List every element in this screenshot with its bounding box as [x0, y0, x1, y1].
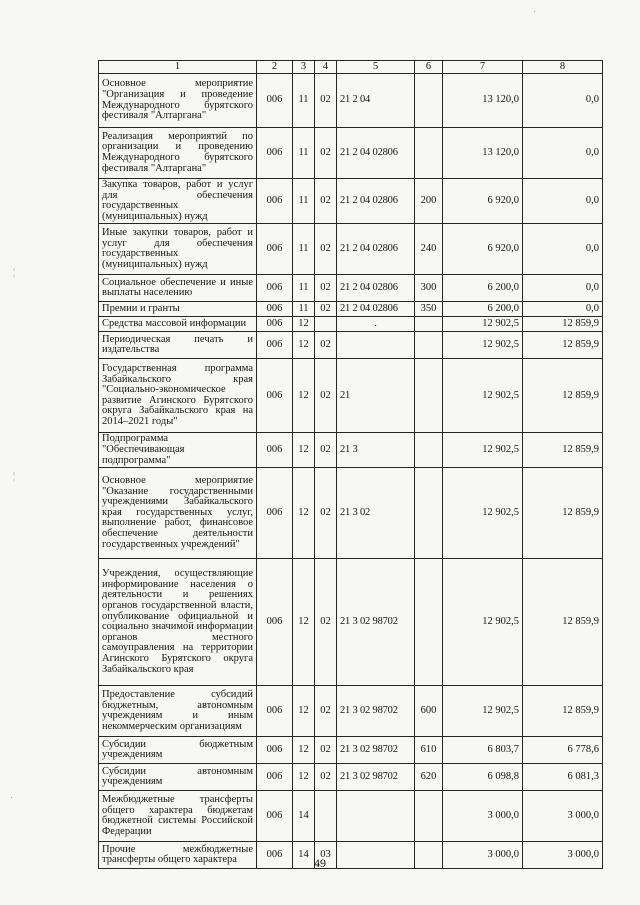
item-name: Средства массовой информации — [99, 317, 257, 332]
column-header: 7 — [443, 61, 523, 74]
expense-type-code: 300 — [415, 275, 443, 302]
section-code: 11 — [293, 74, 315, 128]
amount-col7: 6 098,8 — [443, 764, 523, 791]
subsection-code: 02 — [315, 737, 337, 764]
section-code: 11 — [293, 224, 315, 275]
ministry-code: 006 — [257, 74, 293, 128]
table-row — [99, 179, 603, 224]
target-article-code: 21 3 02 98702 — [337, 559, 415, 686]
subsection-code: 02 — [315, 433, 337, 468]
item-name: Учреждения, осуществляющие информирование населения о деятельности и решениях органов государственной власти, опубликование официальной и социально значимой информации органов местного самоуправления на территории Агинского Бурятского округа Забайкальского края — [99, 559, 257, 686]
amount-col7: 6 803,7 — [443, 737, 523, 764]
amount-col7: 3 000,0 — [443, 842, 523, 869]
ministry-code: 006 — [257, 764, 293, 791]
item-name: Межбюджетные трансферты общего характера бюджетам бюджетной системы Российской Федерации — [99, 791, 257, 842]
stray-mark: . — [374, 318, 377, 330]
section-code: 14 — [293, 791, 315, 842]
target-article-code — [337, 791, 415, 842]
scan-speck: · — [10, 793, 14, 804]
item-name: Периодическая печать и издательства — [99, 332, 257, 359]
amount-col7: 3 000,0 — [443, 791, 523, 842]
target-article-code: 21 2 04 02806 — [337, 179, 415, 224]
amount-col7: 13 120,0 — [443, 74, 523, 128]
ministry-code: 006 — [257, 737, 293, 764]
expense-type-code: 350 — [415, 302, 443, 317]
section-code: 12 — [293, 737, 315, 764]
table-row — [99, 128, 603, 179]
scan-speck: · — [533, 7, 537, 18]
subsection-code: 02 — [315, 764, 337, 791]
table-row — [99, 317, 603, 332]
table-row — [99, 686, 603, 737]
table-row — [99, 559, 603, 686]
item-name: Субсидии бюджетным учреждениям — [99, 737, 257, 764]
expense-type-code — [415, 332, 443, 359]
expense-type-code — [415, 128, 443, 179]
amount-col7: 12 902,5 — [443, 332, 523, 359]
amount-col8: 12 859,9 — [523, 317, 603, 332]
amount-col8: 3 000,0 — [523, 791, 603, 842]
amount-col7: 6 920,0 — [443, 179, 523, 224]
target-article-code: 21 3 02 98702 — [337, 686, 415, 737]
amount-col8: 0,0 — [523, 302, 603, 317]
amount-col8: 6 081,3 — [523, 764, 603, 791]
subsection-code: 02 — [315, 559, 337, 686]
target-article-code: 21 2 04 02806 — [337, 224, 415, 275]
ministry-code: 006 — [257, 179, 293, 224]
item-name: Основное мероприятие "Оказание государственными учреждениями Забайкальского края государственных услуг, выполнение работ, финансовое обеспечение деятельности государственных учреждений" — [99, 468, 257, 559]
expense-type-code — [415, 317, 443, 332]
ministry-code: 006 — [257, 559, 293, 686]
table-row — [99, 737, 603, 764]
expense-type-code: 600 — [415, 686, 443, 737]
ministry-code: 006 — [257, 842, 293, 869]
subsection-code: 02 — [315, 332, 337, 359]
ministry-code: 006 — [257, 686, 293, 737]
amount-col8: 0,0 — [523, 224, 603, 275]
ministry-code: 006 — [257, 224, 293, 275]
amount-col7: 13 120,0 — [443, 128, 523, 179]
table-row — [99, 332, 603, 359]
ministry-code: 006 — [257, 468, 293, 559]
item-name: Прочие межбюджетные трансферты общего характера — [99, 842, 257, 869]
ministry-code: 006 — [257, 302, 293, 317]
amount-col7: 12 902,5 — [443, 559, 523, 686]
expense-type-code: 200 — [415, 179, 443, 224]
amount-col8: 0,0 — [523, 74, 603, 128]
amount-col7: 12 902,5 — [443, 468, 523, 559]
subsection-code: 02 — [315, 224, 337, 275]
column-header: 3 — [293, 61, 315, 74]
table-row — [99, 302, 603, 317]
subsection-code: 02 — [315, 179, 337, 224]
table-body — [99, 74, 603, 869]
scan-speck: ¦ — [13, 471, 16, 482]
target-article-code: 21 3 02 98702 — [337, 764, 415, 791]
expense-type-code: 620 — [415, 764, 443, 791]
section-code: 12 — [293, 317, 315, 332]
amount-col7: 12 902,5 — [443, 433, 523, 468]
section-code: 12 — [293, 468, 315, 559]
amount-col7: 12 902,5 — [443, 686, 523, 737]
item-name: Реализация мероприятий по организации и проведению Международного бурятского фестиваля "Алтаргана" — [99, 128, 257, 179]
amount-col7: 12 902,5 — [443, 359, 523, 433]
target-article-code: 21 3 02 98702 — [337, 737, 415, 764]
expense-type-code — [415, 468, 443, 559]
item-name: Закупка товаров, работ и услуг для обеспечения государственных (муниципальных) нужд — [99, 179, 257, 224]
column-header: 2 — [257, 61, 293, 74]
target-article-code: 21 3 02 — [337, 468, 415, 559]
table-row — [99, 791, 603, 842]
page-number: 49 — [314, 856, 326, 870]
amount-col8: 12 859,9 — [523, 332, 603, 359]
column-header: 6 — [415, 61, 443, 74]
column-header: 4 — [315, 61, 337, 74]
column-header: 1 — [99, 61, 257, 74]
ministry-code: 006 — [257, 317, 293, 332]
amount-col7: 6 200,0 — [443, 275, 523, 302]
target-article-code: 21 2 04 02806 — [337, 302, 415, 317]
scan-speck: ¦ — [13, 267, 16, 278]
table-row — [99, 359, 603, 433]
section-code: 12 — [293, 359, 315, 433]
amount-col8: 0,0 — [523, 275, 603, 302]
subsection-code: 02 — [315, 468, 337, 559]
item-name: Субсидии автономным учреждениям — [99, 764, 257, 791]
amount-col8: 0,0 — [523, 179, 603, 224]
amount-col7: 12 902,5 — [443, 317, 523, 332]
target-article-code — [337, 332, 415, 359]
amount-col8: 3 000,0 — [523, 842, 603, 869]
amount-col8: 0,0 — [523, 128, 603, 179]
amount-col8: 6 778,6 — [523, 737, 603, 764]
table-row — [99, 433, 603, 468]
expense-type-code — [415, 74, 443, 128]
expense-type-code: 240 — [415, 224, 443, 275]
target-article-code: 21 2 04 02806 — [337, 128, 415, 179]
target-article-code: 21 3 — [337, 433, 415, 468]
section-code: 12 — [293, 764, 315, 791]
subsection-code: 02 — [315, 74, 337, 128]
subsection-code: 02 — [315, 686, 337, 737]
ministry-code: 006 — [257, 791, 293, 842]
item-name: Иные закупки товаров, работ и услуг для обеспечения государственных (муниципальных) нужд — [99, 224, 257, 275]
subsection-code: 02 — [315, 359, 337, 433]
item-name: Основное мероприятие "Организация и проведение Международного бурятского фестиваля "Алтаргана" — [99, 74, 257, 128]
amount-col8: 12 859,9 — [523, 468, 603, 559]
amount-col8: 12 859,9 — [523, 359, 603, 433]
subsection-code: 02 — [315, 128, 337, 179]
subsection-code — [315, 791, 337, 842]
subsection-code — [315, 317, 337, 332]
table-row — [99, 224, 603, 275]
section-code: 11 — [293, 179, 315, 224]
subsection-code: 02 — [315, 275, 337, 302]
item-name: Предоставление субсидий бюджетным, автономным учреждениям и иным некоммерческим организациям — [99, 686, 257, 737]
expense-type-code — [415, 559, 443, 686]
amount-col8: 12 859,9 — [523, 686, 603, 737]
section-code: 12 — [293, 332, 315, 359]
table-row — [99, 275, 603, 302]
ministry-code: 006 — [257, 359, 293, 433]
section-code: 11 — [293, 275, 315, 302]
section-code: 12 — [293, 433, 315, 468]
table-header-row — [99, 61, 603, 74]
table-row — [99, 764, 603, 791]
section-code: 14 — [293, 842, 315, 869]
section-code: 12 — [293, 686, 315, 737]
amount-col8: 12 859,9 — [523, 433, 603, 468]
section-code: 12 — [293, 559, 315, 686]
target-article-code: 21 — [337, 359, 415, 433]
section-code: 11 — [293, 302, 315, 317]
expense-type-code — [415, 433, 443, 468]
ministry-code: 006 — [257, 128, 293, 179]
expense-type-code — [415, 791, 443, 842]
table-row — [99, 468, 603, 559]
item-name: Социальное обеспечение и иные выплаты населению — [99, 275, 257, 302]
section-code: 11 — [293, 128, 315, 179]
subsection-code: 02 — [315, 302, 337, 317]
amount-col7: 6 920,0 — [443, 224, 523, 275]
column-header: 5 — [337, 61, 415, 74]
amount-col7: 6 200,0 — [443, 302, 523, 317]
item-name: Государственная программа Забайкальского края "Социально-экономическое развитие Агинского Бурятского округа Забайкальского края на 2014–2021 годы" — [99, 359, 257, 433]
target-article-code: 21 2 04 — [337, 74, 415, 128]
ministry-code: 006 — [257, 433, 293, 468]
budget-table — [98, 60, 603, 869]
target-article-code: 21 2 04 02806 — [337, 275, 415, 302]
amount-col8: 12 859,9 — [523, 559, 603, 686]
subsection-code: 03 — [315, 842, 337, 869]
item-name: Премии и гранты — [99, 302, 257, 317]
ministry-code: 006 — [257, 275, 293, 302]
ministry-code: 006 — [257, 332, 293, 359]
table-row — [99, 74, 603, 128]
expense-type-code — [415, 359, 443, 433]
expense-type-code: 610 — [415, 737, 443, 764]
target-article-code — [337, 317, 415, 332]
column-header: 8 — [523, 61, 603, 74]
item-name: Подпрограмма "Обеспечивающая подпрограмма" — [99, 433, 257, 468]
